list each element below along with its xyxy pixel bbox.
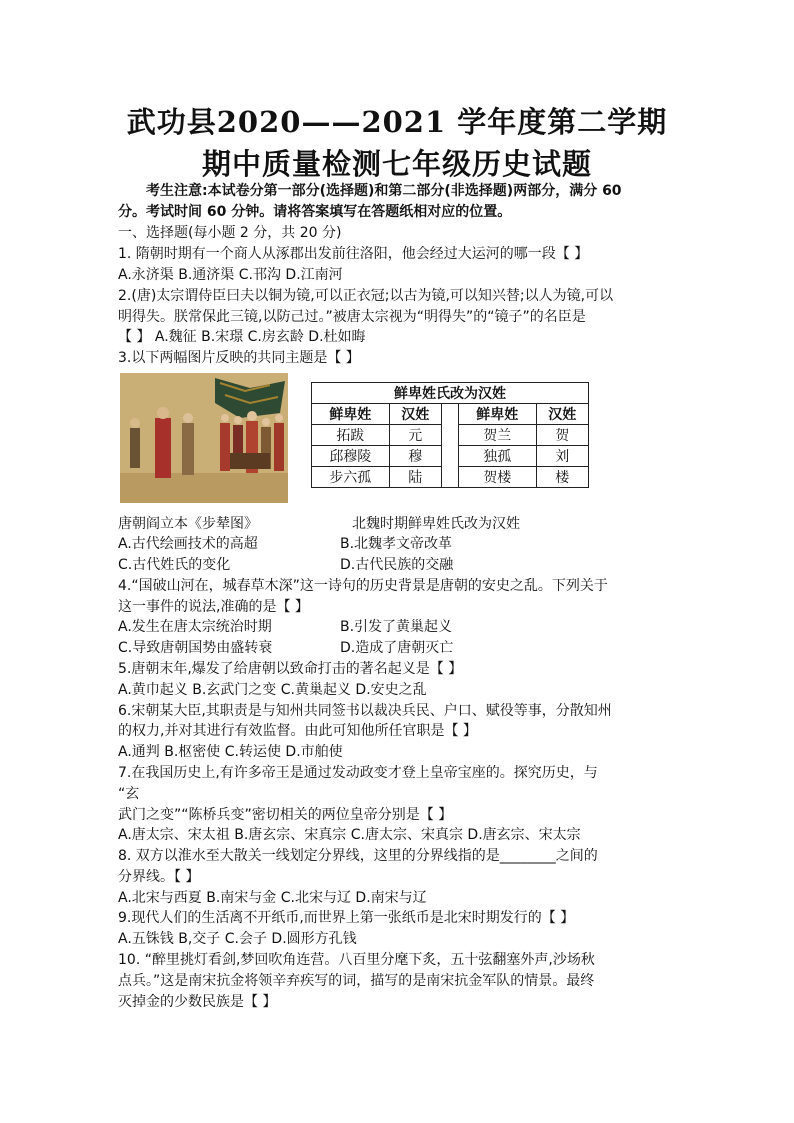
- question-6-options: A.通判 B.枢密使 C.转运使 D.市舶使: [118, 744, 343, 760]
- question-7-line3: 武门之变”“陈桥兵变”密切相关的两位皇帝分别是【 】: [118, 807, 453, 823]
- surname-cell: 陆: [389, 467, 441, 488]
- question-5-options: A.黄巾起义 B.玄武门之变 C.黄巢起义 D.安史之乱: [118, 682, 427, 698]
- question-4-line1: 4.“国破山河在，城春草木深”这一诗句的历史背景是唐朝的安史之乱。下列关于: [118, 578, 608, 594]
- question-2-line1: 2.(唐)太宗谓侍臣曰夫以铜为镜,可以正衣冠;以古为镜,可以知兴替;以人为镜,可以: [118, 288, 614, 304]
- caption-table: 北魏时期鲜卑姓氏改为汉姓: [352, 516, 520, 532]
- surname-table-header: 汉姓: [536, 404, 588, 425]
- surname-table-header: 汉姓: [389, 404, 441, 425]
- question-4-option-c: C.导致唐朝国势由盛转衰: [118, 640, 273, 656]
- exam-title-line2: 期中质量检测七年级历史试题: [201, 147, 592, 181]
- question-8-line1: 8. 双方以淮水至大散关一线划定分界线，这里的分界线指的是________之间的: [118, 848, 598, 864]
- surname-cell: 贺楼: [458, 467, 536, 488]
- question-8-line2: 分界线。【 】: [118, 869, 200, 885]
- question-7-line2: “玄: [118, 786, 140, 802]
- surname-cell: 贺兰: [458, 425, 536, 446]
- question-3-option-b: B.北魏孝文帝改革: [340, 536, 453, 552]
- caption-painting: 唐朝阎立本《步辇图》: [118, 516, 258, 532]
- exam-title-line1: 武功县2020——2021 学年度第二学期: [126, 105, 668, 139]
- question-4-option-a: A.发生在唐太宗统治时期: [118, 619, 272, 635]
- question-9-options: A.五铢钱 B,交子 C.会子 D.圆形方孔钱: [118, 931, 357, 947]
- question-4-option-b: B.引发了黄巢起义: [340, 619, 453, 635]
- question-3-option-a: A.古代绘画技术的高超: [118, 536, 258, 552]
- surname-cell: 刘: [536, 446, 588, 467]
- question-1-stem: 1. 隋朝时期有一个商人从涿郡出发前往洛阳，他会经过大运河的哪一段【 】: [118, 246, 589, 262]
- question-9-stem: 9.现代人们的生活离不开纸币,而世界上第一张纸币是北宋时期发行的【 】: [118, 910, 575, 926]
- surname-conversion-table: [311, 382, 589, 488]
- notice-line1: 考生注意:本试卷分第一部分(选择题)和第二部分(非选择题)两部分，满分 60: [146, 183, 622, 199]
- question-4-option-d: D.造成了唐朝灭亡: [340, 640, 454, 656]
- surname-cell: 贺: [536, 425, 588, 446]
- notice-line2: 分。考试时间 60 分钟。请将答案填写在答题纸相对应的位置。: [118, 204, 512, 220]
- question-4-line2: 这一事件的说法,准确的是【 】: [118, 599, 309, 615]
- surname-cell: 穆: [389, 446, 441, 467]
- question-7-line1: 7.在我国历史上,有许多帝王是通过发动政变才登上皇帝宝座的。探究历史，与: [118, 765, 598, 781]
- question-5-stem: 5.唐朝末年,爆发了给唐朝以致命打击的著名起义是【 】: [118, 661, 463, 677]
- question-10-line1: 10. “醉里挑灯看剑,梦回吹角连营。八百里分麾下炙，五十弦翻塞外声,沙场秋: [118, 952, 595, 968]
- surname-cell: 邱穆陵: [312, 446, 390, 467]
- question-3-stem: 3.以下两幅图片反映的共同主题是【 】: [118, 350, 360, 366]
- bunian-tu-illustration: [120, 373, 288, 503]
- surname-table-header: 鲜卑姓: [312, 404, 390, 425]
- question-10-line3: 灭掉金的少数民族是【 】: [118, 994, 277, 1010]
- question-7-options: A.唐太宗、宋太祖 B.唐玄宗、宋真宗 C.唐太宗、宋真宗 D.唐玄宗、宋太宗: [118, 827, 581, 843]
- question-2-line3: 【 】 A.魏征 B.宋璟 C.房玄龄 D.杜如晦: [118, 329, 366, 345]
- surname-table-title: 鲜卑姓氏改为汉姓: [312, 383, 589, 404]
- question-10-line2: 点兵。”这是南宋抗金将领辛弃疾写的词，描写的是南宋抗金军队的情景。最终: [118, 973, 595, 989]
- surname-cell: 楼: [536, 467, 588, 488]
- surname-cell: 独孤: [458, 446, 536, 467]
- question-8-options: A.北宋与西夏 B.南宋与金 C.北宋与辽 D.南宋与辽: [118, 890, 427, 906]
- surname-table-header: 鲜卑姓: [458, 404, 536, 425]
- section-heading-choice: 一、选择题(每小题 2 分，共 20 分): [118, 225, 342, 241]
- bunian-tu-painting: [120, 373, 288, 503]
- question-1-options: A.永济渠 B.通济渠 C.邗沟 D.江南河: [118, 267, 343, 283]
- surname-table-divider: [441, 404, 458, 488]
- question-6-line2: 的权力,并对其进行有效监督。由此可知他所任官职是【 】: [118, 723, 477, 739]
- surname-cell: 步六孤: [312, 467, 390, 488]
- surname-cell: 拓跋: [312, 425, 390, 446]
- question-3-option-d: D.古代民族的交融: [340, 557, 454, 573]
- surname-cell: 元: [389, 425, 441, 446]
- question-2-line2: 明得失。朕常保此三镜,以防己过。”被唐太宗视为“明得失”的“镜子”的名臣是: [118, 309, 586, 325]
- question-6-line1: 6.宋朝某大臣,其职责是与知州共同签书以裁决兵民、户口、赋役等事，分散知州: [118, 703, 612, 719]
- question-3-option-c: C.古代姓氏的变化: [118, 557, 231, 573]
